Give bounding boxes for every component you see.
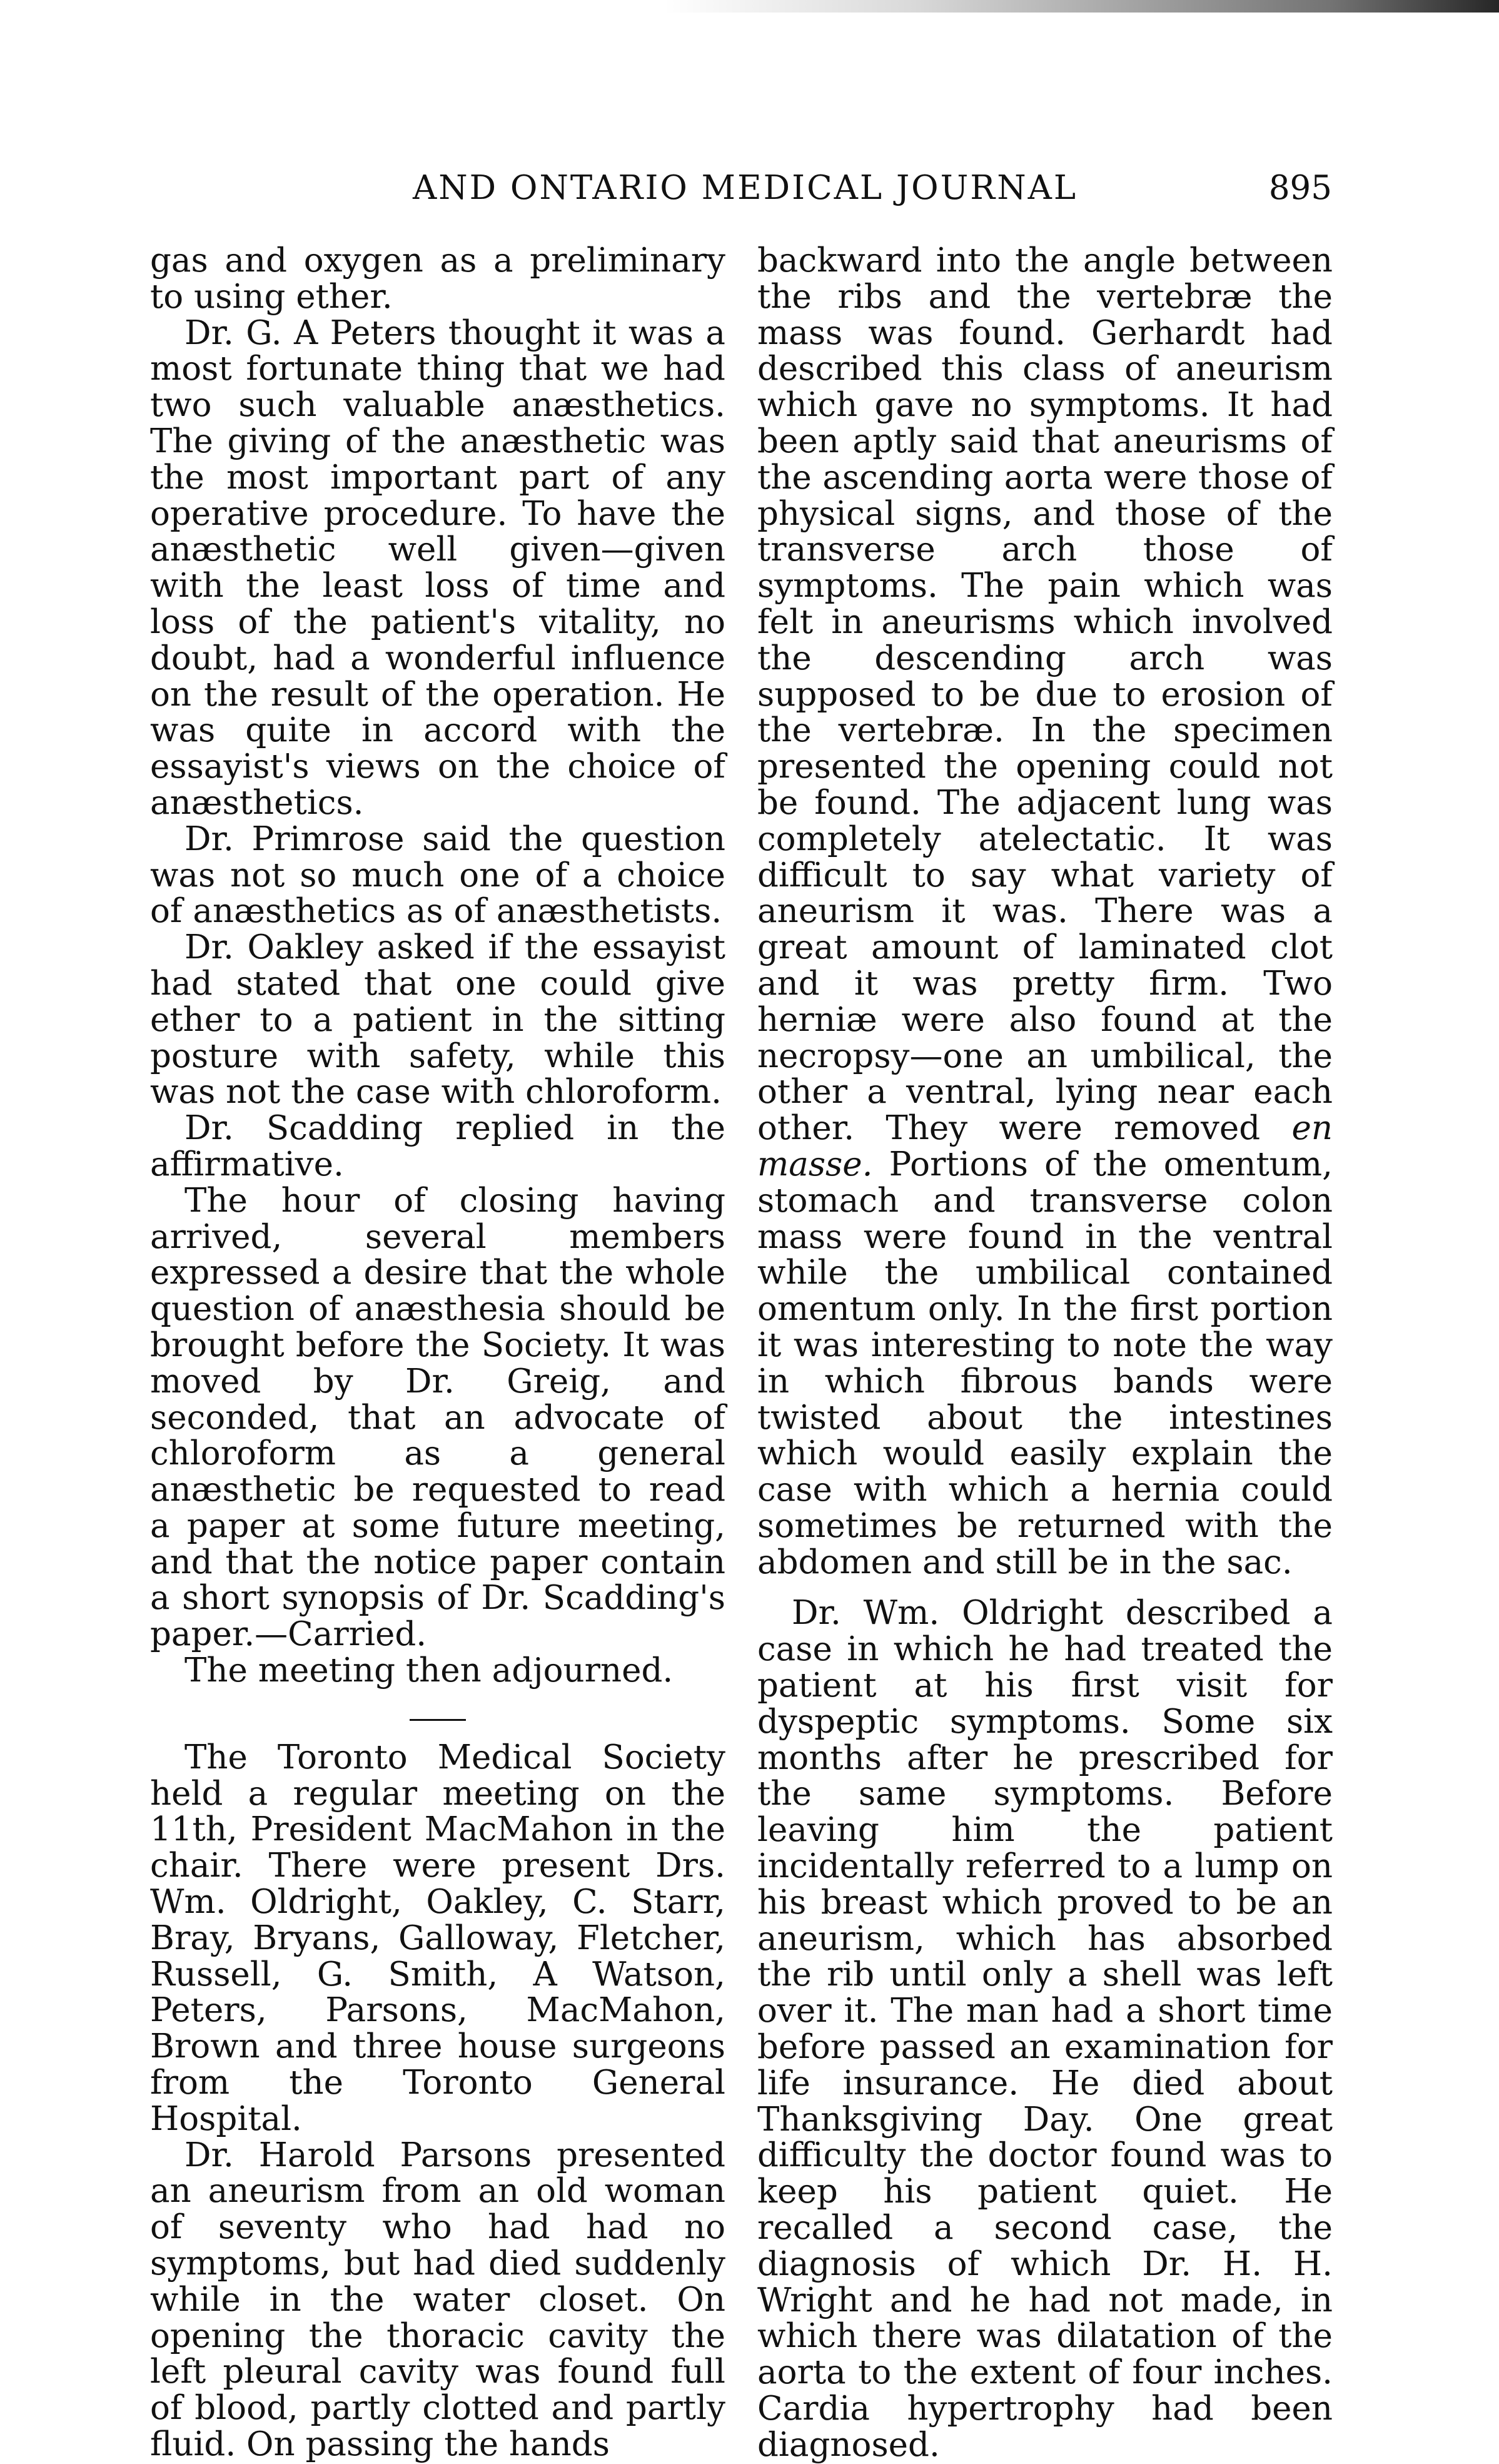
- paragraph: Dr. G. A Peters thought it was a most fortunate thing that we had two such valuable anæsthetics. The giving of the anæsthetic was the most important part of any operative procedure. To have the anæsthetic well given—given with the least loss of time and loss of the patient's vitality, no doubt, had a wonderful influence on the result of the operation. He was quite in accord with the essayist's views on the choice of anæsthetics.: [150, 313, 725, 822]
- left-column: [150, 243, 725, 2463]
- section-separator: [410, 1719, 466, 1721]
- paragraph: Dr. Harold Parsons presented an aneurism from an old woman of seventy who had had no symptoms, but had died suddenly while in the water closet. On opening the thoracic cavity the left pleural cavity was found full of blood, partly clotted and partly fluid. On passing the hands: [150, 2136, 725, 2464]
- paragraph: Dr. Wm. Oldright described a case in which he had treated the patient at his first visit for dyspeptic symptoms. Some six months after he prescribed for the same symptoms. Before leaving him the patient incidentally referred to a lump on his breast which proved to be an aneurism, which has absorbed the rib until only a shell was left over it. The man had a short time before passed an examination for life insurance. He died about Thanksgiving Day. One great difficulty the doctor found was to keep his patient quiet. He recalled a second case, the diagnosis of which Dr. H. H. Wright and he had not made, in which there was dilatation of the aorta to the extent of four inches. Cardia hypertrophy had been diagnosed.: [757, 1594, 1333, 2464]
- paragraph: The hour of closing having arrived, several members expressed a desire that the whole question of anæsthesia should be brought before the Society. It was moved by Dr. Greig, and seconded, that an advocate of chloroform as a general anæsthetic be requested to read a paper at some future meeting, and that the notice paper contain a short synopsis of Dr. Scadding's paper.—Carried.: [150, 1181, 725, 1654]
- paragraph: Dr. Primrose said the question was not so much one of a choice of anæsthetics as of anæsthetists.: [150, 819, 725, 931]
- paragraph: Dr. Scadding replied in the affirmative.: [150, 1109, 725, 1184]
- paragraph: Dr. Oakley asked if the essayist had stated that one could give ether to a patient in the sitting posture with safety, while this was not the case with chloroform.: [150, 928, 725, 1112]
- right-column: [757, 243, 1333, 2463]
- paragraph: The meeting then adjourned.: [184, 1651, 674, 1690]
- paragraph-text: Portions of the omentum, stomach and transverse colon mass were found in the ventral while the umbilical contained omentum only. In the first portion it was interesting to note the way in which fibrous bands were twisted about the intestines which would easily explain the case with which a hernia could sometimes be returned with the abdomen and still be in the sac.: [757, 1145, 1333, 1581]
- paragraph: The Toronto Medical Society held a regular meeting on the 11th, President MacMahon in the chair. There were present Drs. Wm. Oldright, Oakley, C. Starr, Bray, Bryans, Galloway, Fletcher, Russell, G. Smith, A Watson, Peters, Parsons, MacMahon, Brown and three house surgeons from the Toronto General Hospital.: [150, 1738, 725, 2138]
- journal-title: AND ONTARIO MEDICAL JOURNAL: [413, 169, 1078, 207]
- running-header: [150, 169, 1332, 219]
- paragraph: gas and oxygen as a preliminary to using ether.: [150, 241, 725, 316]
- paragraph: [757, 243, 1333, 1580]
- page-number: 895: [1268, 169, 1332, 207]
- italic-phrase: en masse.: [757, 1109, 1333, 1184]
- paragraph-text: backward into the angle between the ribs and the vertebræ the mass was found. Gerhardt had described this class of aneurism which gave no symptoms. It had been aptly said that aneurisms of the ascending aorta were those of physical signs, and those of the transverse arch those of symptoms. The pain which was felt in aneurisms which involved the descending arch was supposed to be due to erosion of the vertebræ. In the specimen presented the opening could not be found. The adjacent lung was completely atelectatic. It was difficult to say what variety of aneurism it was. There was a great amount of laminated clot and it was pretty firm. Two herniæ were also found at the necropsy—one an umbilical, the other a ventral, lying near each other. They were removed: [757, 241, 1333, 1148]
- scan-edge-artifact: [663, 0, 1499, 13]
